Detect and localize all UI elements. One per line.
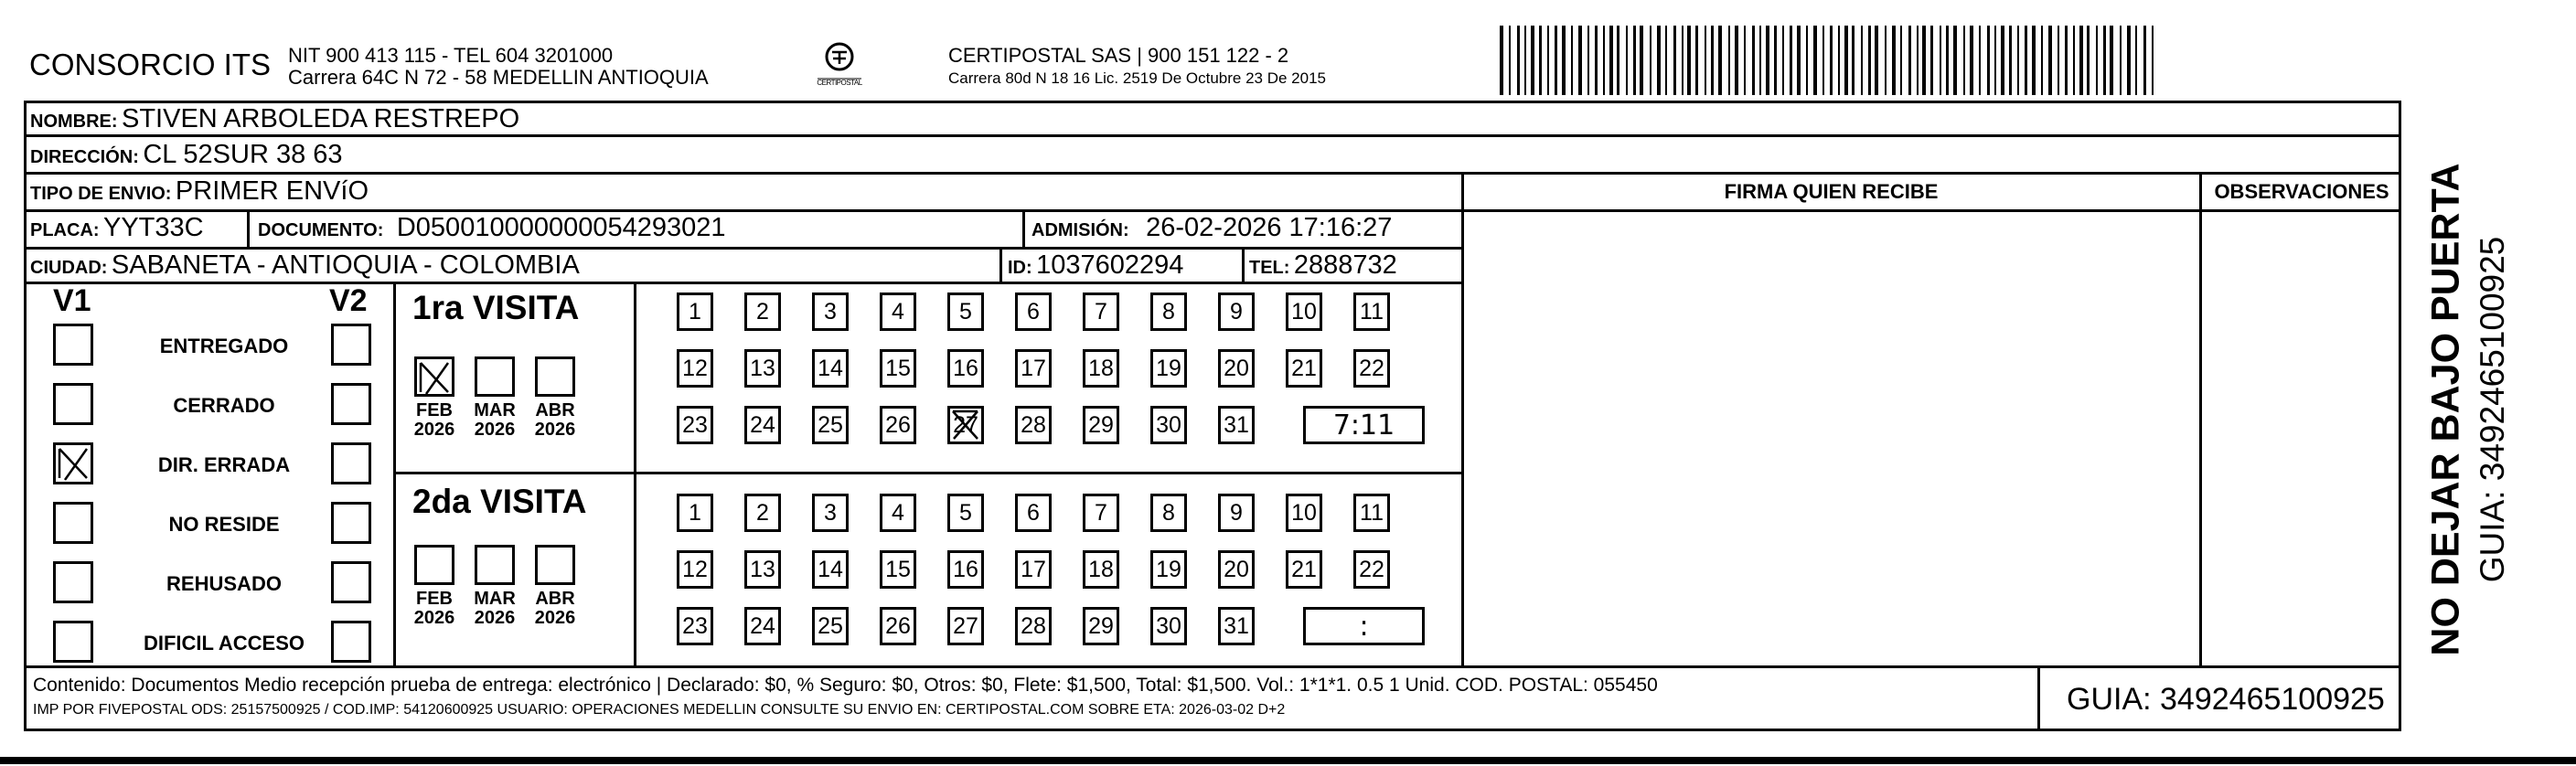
status-option-label: DIR. ERRADA <box>157 453 291 476</box>
visit2-day: 8 <box>1150 494 1187 532</box>
visit1-day: 5 <box>947 293 984 331</box>
visit1-month-label: MAR <box>474 400 516 420</box>
visit1-day: 6 <box>1015 293 1052 331</box>
visit2-day: 2 <box>744 494 781 532</box>
visit1-month-box <box>475 356 515 397</box>
visit1-day: 14 <box>812 349 849 388</box>
visit2-day: 30 <box>1150 607 1187 645</box>
visit2-day: 22 <box>1353 550 1390 589</box>
visit2-day: 13 <box>744 550 781 589</box>
visit1-day: 15 <box>880 349 916 388</box>
visit2-month-label: FEB <box>416 589 453 609</box>
admision-label: ADMISIÓN: <box>1031 220 1129 240</box>
v1-checkbox <box>53 502 93 544</box>
visit1-day: 12 <box>677 349 713 388</box>
admision-value: 26-02-2026 17:16:27 <box>1146 213 1393 242</box>
status-option-label: REHUSADO <box>166 572 282 595</box>
visit1-day: 31 <box>1218 406 1255 444</box>
documento-value: D050010000000054293021 <box>396 213 726 242</box>
visit1-day: 29 <box>1083 406 1119 444</box>
observaciones-header: OBSERVACIONES <box>2214 180 2389 203</box>
visit2-month-box <box>475 545 515 585</box>
v2-checkbox <box>331 502 371 544</box>
tel-label: TEL: <box>1249 258 1290 278</box>
id-value: 1037602294 <box>1036 250 1184 280</box>
carrier-name: CERTIPOSTAL SAS | 900 151 122 - 2 <box>948 44 1289 67</box>
company-address: Carrera 64C N 72 - 58 MEDELLIN ANTIOQUIA <box>288 66 709 89</box>
placa-value: YYT33C <box>103 213 204 242</box>
visit2-month-box <box>535 545 575 585</box>
visit2-month-label: ABR <box>535 589 575 609</box>
visit1-day: 21 <box>1286 349 1322 388</box>
visit2-time-box: : <box>1303 607 1425 645</box>
status-option-label: NO RESIDE <box>168 513 280 536</box>
ciudad-value: SABANETA - ANTIOQUIA - COLOMBIA <box>111 250 580 280</box>
visit2-day: 25 <box>812 607 849 645</box>
visit2-day: 12 <box>677 550 713 589</box>
visit2-title: 2da VISITA <box>412 483 587 520</box>
id-label: ID: <box>1008 258 1032 278</box>
v2-checkbox <box>331 324 371 366</box>
documento-label: DOCUMENTO: <box>258 220 384 240</box>
visit1-day: 2 <box>744 293 781 331</box>
visit1-day: 18 <box>1083 349 1119 388</box>
visit2-day: 19 <box>1150 550 1187 589</box>
visit2-day: 31 <box>1218 607 1255 645</box>
visit2-day: 5 <box>947 494 984 532</box>
ciudad-label: CIUDAD: <box>30 258 108 278</box>
visit2-day: 16 <box>947 550 984 589</box>
v1-header: V1 <box>53 283 91 318</box>
visit2-day: 11 <box>1353 494 1390 532</box>
direccion-label: DIRECCIÓN: <box>30 147 139 167</box>
visit1-month-year: 2026 <box>474 420 516 440</box>
visit1-month-box <box>414 356 454 397</box>
footer-imp: IMP POR FIVEPOSTAL ODS: 25157500925 / COD.IMP: 54120600925 USUARIO: OPERACIONES MEDELLIN CONSULTE SU ENVIO EN: CERTIPOSTAL.COM SOBRE ETA: 2026-03-02 D+2 <box>33 702 1286 718</box>
visit2-day: 9 <box>1218 494 1255 532</box>
visit2-day: 10 <box>1286 494 1322 532</box>
visit1-day: 22 <box>1353 349 1390 388</box>
visit1-day: 28 <box>1015 406 1052 444</box>
visit1-day: 7 <box>1083 293 1119 331</box>
visit1-day: 17 <box>1015 349 1052 388</box>
side-guia: GUIA: 3492465100925 <box>2474 236 2511 583</box>
visit1-day: 23 <box>677 406 713 444</box>
visit1-day: 16 <box>947 349 984 388</box>
visit2-day: 27 <box>947 607 984 645</box>
footer-content: Contenido: Documentos Medio recepción prueba de entrega: electrónico | Declarado: $0, % Seguro: $0, Otros: $0, Flete: $1,500, Total: $1,500. Vol.: 1*1*1. 0.5 1 Unid. COD. POSTAL: 055450 <box>33 675 1658 696</box>
visit1-month-year: 2026 <box>534 420 576 440</box>
visit1-day: 26 <box>880 406 916 444</box>
footer-guia: GUIA: 3492465100925 <box>2067 682 2385 717</box>
visit1-day: 8 <box>1150 293 1187 331</box>
visit1-day: 11 <box>1353 293 1390 331</box>
visit2-month-year: 2026 <box>413 608 455 628</box>
visit1-day: 9 <box>1218 293 1255 331</box>
visit1-day: 3 <box>812 293 849 331</box>
v1-checkbox <box>53 383 93 425</box>
visit2-month-year: 2026 <box>474 608 516 628</box>
company-nit: NIT 900 413 115 - TEL 604 3201000 <box>288 44 614 67</box>
direccion-value: CL 52SUR 38 63 <box>143 140 343 169</box>
visit2-day: 1 <box>677 494 713 532</box>
visit1-month-label: ABR <box>535 400 575 420</box>
visit2-day: 23 <box>677 607 713 645</box>
visit2-day: 15 <box>880 550 916 589</box>
certipostal-logo <box>812 38 867 91</box>
visit1-day: 4 <box>880 293 916 331</box>
v1-checkbox <box>53 561 93 603</box>
v2-checkbox <box>331 621 371 663</box>
v2-header: V2 <box>329 283 368 318</box>
visit1-day: 30 <box>1150 406 1187 444</box>
visit2-day: 20 <box>1218 550 1255 589</box>
visit1-month-year: 2026 <box>413 420 455 440</box>
visit2-day: 17 <box>1015 550 1052 589</box>
tel-value: 2888732 <box>1293 250 1397 280</box>
visit2-day: 3 <box>812 494 849 532</box>
firma-header: FIRMA QUIEN RECIBE <box>1724 180 1939 203</box>
tipo-envio-label: TIPO DE ENVIO: <box>30 184 172 204</box>
company-name: CONSORCIO ITS <box>29 48 272 81</box>
visit2-day: 4 <box>880 494 916 532</box>
visit2-day: 7 <box>1083 494 1119 532</box>
visit1-day: 1 <box>677 293 713 331</box>
visit1-day: 10 <box>1286 293 1322 331</box>
logo-text: CERTIPOSTAL <box>817 79 862 87</box>
visit2-day: 29 <box>1083 607 1119 645</box>
side-warning: NO DEJAR BAJO PUERTA <box>2423 163 2468 656</box>
visit1-day: 13 <box>744 349 781 388</box>
visit2-month-box <box>414 545 454 585</box>
visit2-day: 18 <box>1083 550 1119 589</box>
status-option-label: DIFICIL ACCESO <box>143 632 305 654</box>
nombre-label: NOMBRE: <box>30 112 118 132</box>
visit2-day: 21 <box>1286 550 1322 589</box>
visit1-day: 25 <box>812 406 849 444</box>
v2-checkbox <box>331 561 371 603</box>
visit2-month-label: MAR <box>474 589 516 609</box>
tipo-envio-value: PRIMER ENVíO <box>175 176 369 206</box>
v2-checkbox <box>331 442 371 484</box>
visit2-day: 26 <box>880 607 916 645</box>
status-option-label: CERRADO <box>173 394 275 417</box>
visit1-month-box <box>535 356 575 397</box>
v1-checkbox <box>53 621 93 663</box>
visit1-title: 1ra VISITA <box>412 289 580 326</box>
v1-checkbox <box>53 442 93 484</box>
barcode <box>1500 26 2158 95</box>
v2-checkbox <box>331 383 371 425</box>
visit2-day: 14 <box>812 550 849 589</box>
visit2-day: 28 <box>1015 607 1052 645</box>
visit1-day: 24 <box>744 406 781 444</box>
visit1-day: 20 <box>1218 349 1255 388</box>
placa-label: PLACA: <box>30 220 100 240</box>
visit1-time-box: 7:11 <box>1303 406 1425 444</box>
visit1-month-label: FEB <box>416 400 453 420</box>
carrier-address: Carrera 80d N 18 16 Lic. 2519 De Octubre 23 De 2015 <box>948 69 1326 87</box>
nombre-value: STIVEN ARBOLEDA RESTREPO <box>122 104 520 133</box>
visit2-month-year: 2026 <box>534 608 576 628</box>
visit1-day: 27 <box>947 406 984 444</box>
visit2-day: 6 <box>1015 494 1052 532</box>
visit2-day: 24 <box>744 607 781 645</box>
status-option-label: ENTREGADO <box>159 335 289 357</box>
v1-checkbox <box>53 324 93 366</box>
visit1-day: 19 <box>1150 349 1187 388</box>
